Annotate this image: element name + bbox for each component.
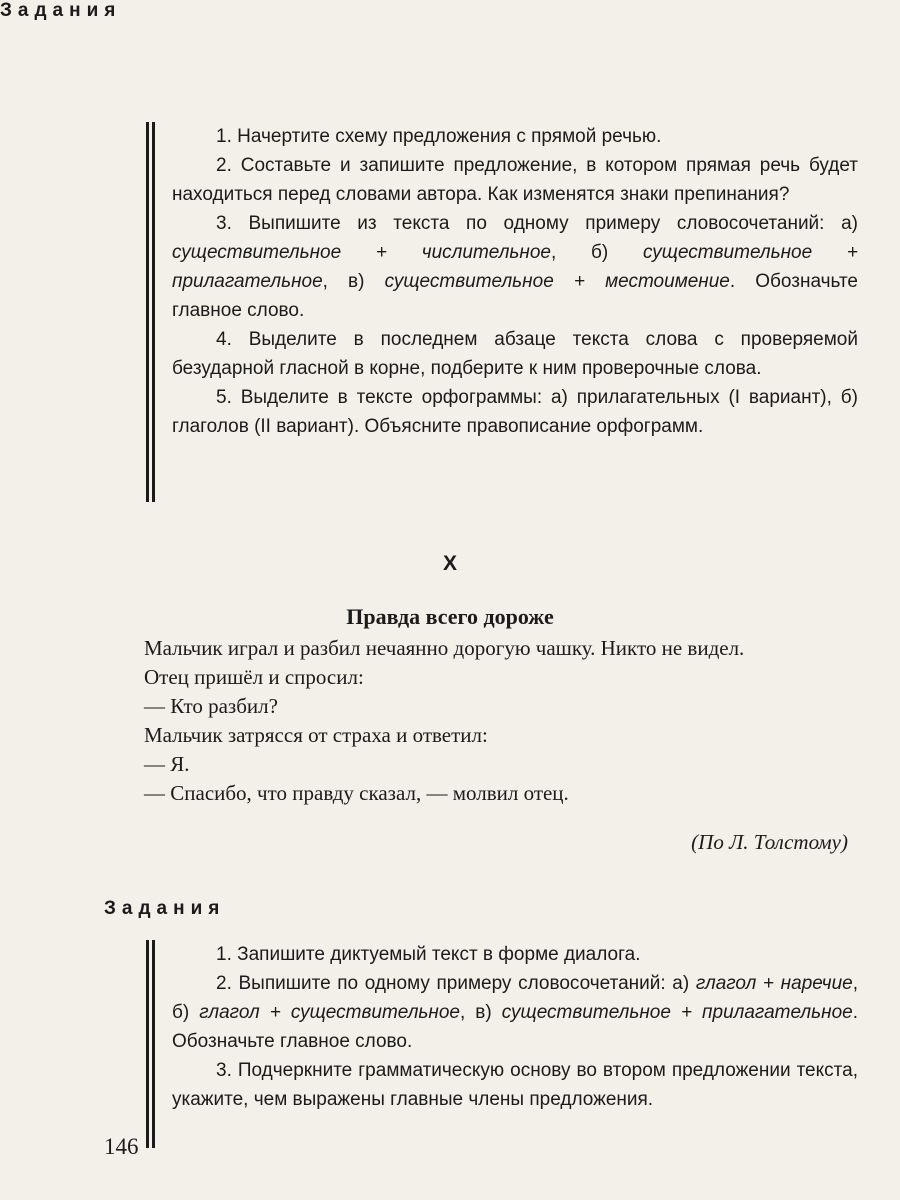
margin-bar bbox=[146, 122, 155, 502]
task-text: , в) bbox=[460, 1002, 502, 1023]
story-paragraph: Мальчик играл и разбил нечаянно дорогую чашку. Никто не видел. bbox=[144, 636, 745, 660]
task-text: 2. Составьте и запишите предложение, в котором прямая речь будет находиться перед словами автора. Как изменятся знаки препинания? bbox=[172, 155, 858, 205]
task-item bbox=[172, 151, 858, 209]
story-paragraph: — Кто разбил? bbox=[144, 694, 278, 718]
task-term: глагол + существительное bbox=[199, 1002, 461, 1023]
task-item bbox=[172, 209, 858, 325]
task-text: 5. Выделите в тексте орфограммы: а) прилагательных (I вариант), б) глаголов (II вариант). Объясните правописание орфограмм. bbox=[172, 387, 858, 437]
task-item bbox=[172, 383, 858, 441]
task-list bbox=[172, 940, 858, 1114]
section-heading-tasks-2: Задания bbox=[104, 898, 226, 919]
story-paragraph: — Я. bbox=[144, 752, 190, 776]
task-block-1 bbox=[146, 122, 858, 502]
task-item bbox=[172, 325, 858, 383]
task-term: существительное + числительное bbox=[172, 242, 552, 263]
task-item bbox=[172, 969, 858, 1056]
task-text: 3. Подчеркните грамматическую основу во втором предложении текста, укажите, чем выражены главные члены предложения. bbox=[172, 1060, 858, 1110]
text-number: X bbox=[442, 552, 457, 575]
task-term: существительное + прилагательное bbox=[501, 1002, 853, 1023]
story-text bbox=[104, 634, 850, 808]
task-item bbox=[172, 1056, 858, 1114]
task-block-2 bbox=[146, 940, 858, 1148]
story-paragraph: Отец пришёл и спросил: bbox=[144, 665, 364, 689]
task-text: 3. Выпишите из текста по одному примеру словосочетаний: а) bbox=[216, 213, 858, 234]
task-text: . Обозначьте главное слово. bbox=[172, 1002, 858, 1052]
task-text: 1. Начертите схему предложения с прямой речью. bbox=[216, 126, 662, 147]
task-term: существительное + прилагательное bbox=[172, 242, 859, 292]
text-title: Правда всего дороже bbox=[346, 604, 554, 629]
task-text: , в) bbox=[322, 271, 385, 292]
task-text: . Обозначьте главное слово. bbox=[172, 271, 858, 321]
task-text: 2. Выпишите по одному примеру словосочетаний: а) bbox=[216, 973, 696, 994]
margin-bar bbox=[146, 940, 155, 1148]
story-paragraph: — Спасибо, что правду сказал, — молвил отец. bbox=[144, 781, 569, 805]
task-item bbox=[172, 122, 858, 151]
page-number: 146 bbox=[104, 1134, 139, 1159]
task-item bbox=[172, 940, 858, 969]
task-term: существительное + местоимение bbox=[384, 271, 730, 292]
author-attribution: (По Л. Толстому) bbox=[691, 830, 848, 854]
task-text: 1. Запишите диктуемый текст в форме диалога. bbox=[216, 944, 641, 965]
task-text: , б) bbox=[551, 242, 643, 263]
task-list bbox=[172, 122, 858, 441]
task-term: глагол + наречие bbox=[695, 973, 853, 994]
story-paragraph: Мальчик затрясся от страха и ответил: bbox=[144, 723, 488, 747]
task-text: 4. Выделите в последнем абзаце текста слова с проверяемой безударной гласной в корне, подберите к ним проверочные слова. bbox=[172, 329, 858, 379]
section-heading-tasks-1: Задания bbox=[0, 0, 122, 21]
task-text: , б) bbox=[172, 973, 859, 1023]
